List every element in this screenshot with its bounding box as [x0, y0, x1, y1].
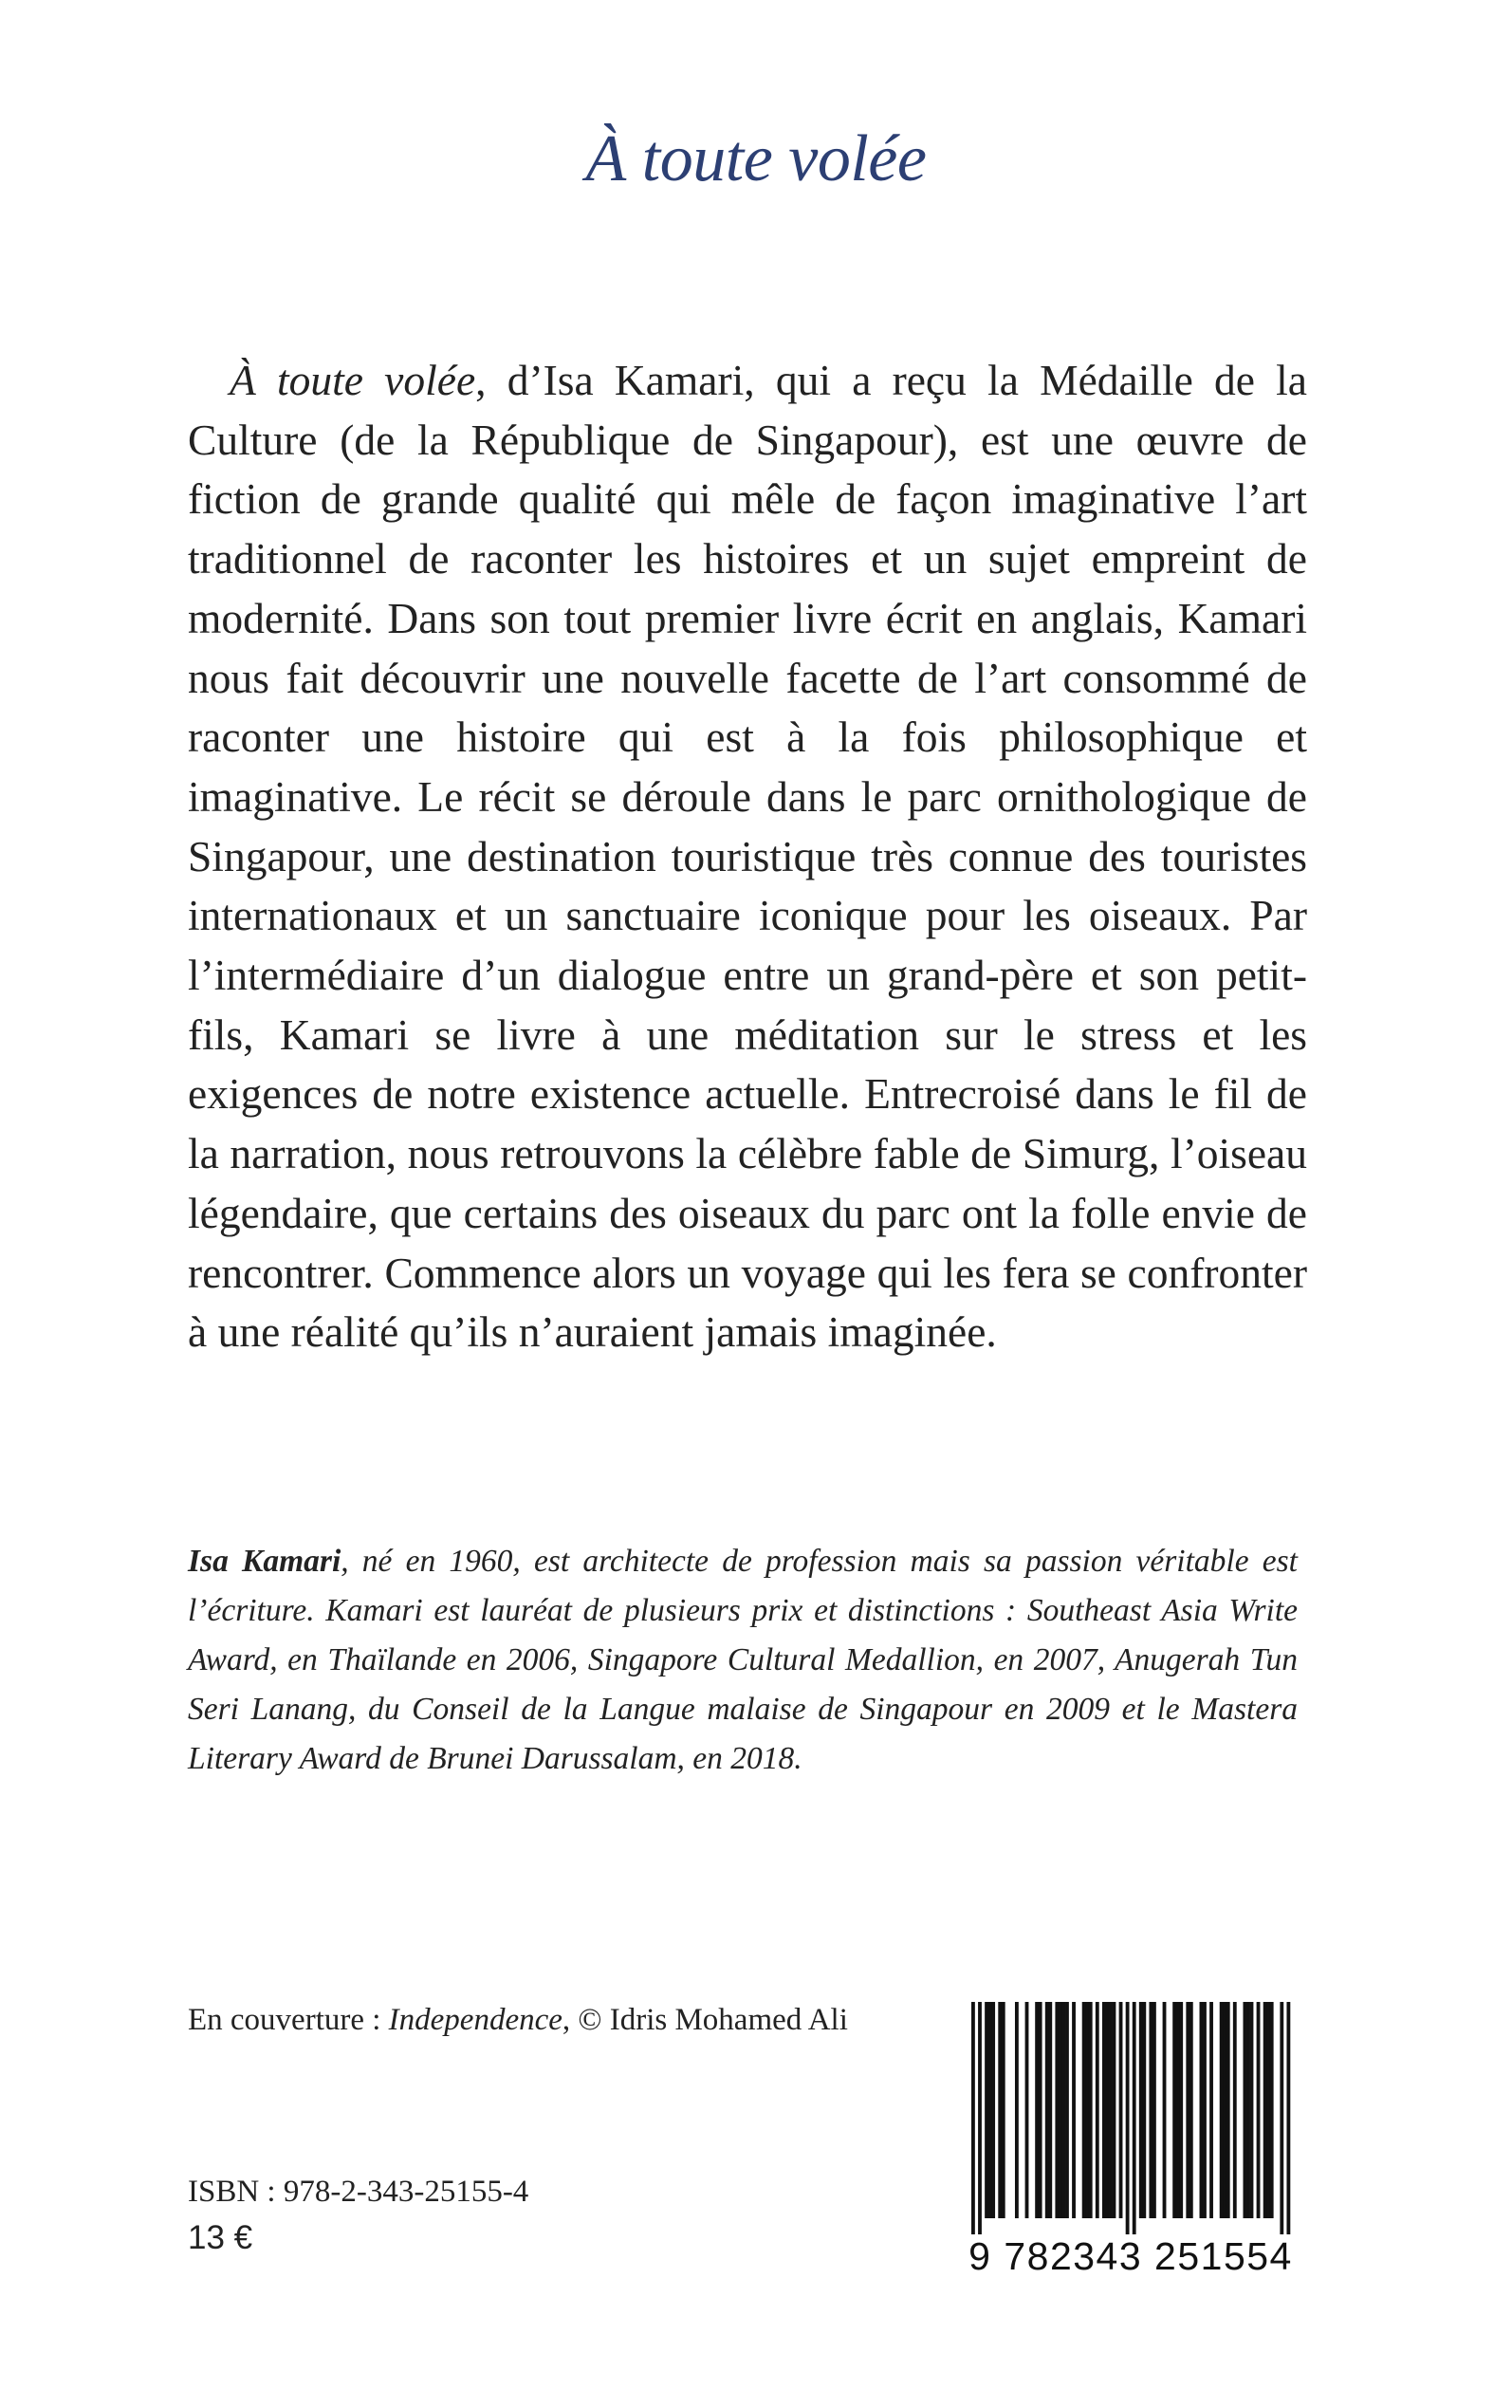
barcode-bar — [1149, 2002, 1152, 2218]
barcode-bar — [1025, 2002, 1029, 2218]
barcode-bar — [1223, 2002, 1226, 2218]
author-bio — [188, 1537, 1298, 1784]
barcode-bar — [1142, 2002, 1146, 2218]
barcode-bar — [1096, 2002, 1099, 2218]
barcode-bar — [1243, 2002, 1246, 2218]
barcode-bar — [978, 2002, 982, 2234]
barcode-bar — [1105, 2002, 1109, 2218]
barcode-bar — [1280, 2002, 1283, 2234]
barcode-bar — [1085, 2002, 1089, 2218]
barcode-bar — [1176, 2002, 1180, 2218]
barcode-bars — [962, 2002, 1300, 2234]
summary-paragraph — [188, 351, 1307, 1362]
barcode-bar — [1002, 2002, 1005, 2218]
barcode-bar — [1263, 2002, 1267, 2218]
barcode-bar — [1226, 2002, 1230, 2218]
barcode-bar — [1082, 2002, 1086, 2218]
barcode-bar — [1189, 2002, 1193, 2218]
cover-credit-suffix: , © Idris Mohamed Ali — [562, 2003, 848, 2037]
barcode-bar — [1179, 2002, 1183, 2218]
barcode-bar — [1163, 2002, 1167, 2218]
barcode-bar — [971, 2002, 975, 2234]
barcode-bar — [1220, 2002, 1224, 2218]
isbn-number: ISBN : 978-2-343-25155-4 — [188, 2175, 529, 2209]
barcode-bar — [1072, 2002, 1076, 2218]
barcode — [962, 2002, 1300, 2277]
cover-credit — [188, 2000, 848, 2040]
author-name: Isa Kamari — [188, 1544, 341, 1579]
barcode-bar — [985, 2002, 988, 2218]
barcode-bar — [1172, 2002, 1176, 2218]
barcode-bar — [1048, 2002, 1052, 2218]
barcode-bar — [1089, 2002, 1093, 2218]
barcode-bar — [1039, 2002, 1042, 2218]
barcode-bar — [998, 2002, 1002, 2218]
barcode-bar — [1126, 2002, 1130, 2234]
barcode-bar — [1270, 2002, 1274, 2218]
book-title: À toute volée — [585, 122, 927, 195]
barcode-bar — [1119, 2002, 1123, 2218]
barcode-bar — [1139, 2002, 1143, 2218]
barcode-bar — [1286, 2002, 1290, 2234]
barcode-bar — [1266, 2002, 1270, 2218]
barcode-bar — [1015, 2002, 1019, 2218]
barcode-bar — [1102, 2002, 1106, 2218]
barcode-bar — [1246, 2002, 1250, 2218]
barcode-bar — [1257, 2002, 1261, 2218]
barcode-bar — [1186, 2002, 1189, 2218]
barcode-bar — [1113, 2002, 1116, 2218]
barcode-bar — [1133, 2002, 1136, 2234]
barcode-bar — [1209, 2002, 1213, 2218]
barcode-bar — [1233, 2002, 1237, 2218]
barcode-bar — [1061, 2002, 1065, 2218]
barcode-bar — [1200, 2002, 1204, 2218]
barcode-bar — [1035, 2002, 1039, 2218]
barcode-bar — [1059, 2002, 1062, 2218]
summary-lead-title: À toute volée — [230, 356, 476, 404]
barcode-bar — [1045, 2002, 1049, 2218]
barcode-bar — [1203, 2002, 1207, 2218]
barcode-bar — [991, 2002, 995, 2218]
cover-artwork-title: Independence — [388, 2003, 562, 2037]
barcode-bar — [1152, 2002, 1156, 2218]
bio-text: , né en 1960, est architecte de profession mais sa passion véritable est l’écriture. Kamari est lauréat de plusieurs prix et distinctions : Southeast Asia Write Award, en Thaïlande en 2006, Singapore Cultural Medallion, en 2007, Anugerah Tun Seri Lanang, du Conseil de la Langue malaise de Singapour en 2009 et le Mastera Literary Award de Brunei Darussalam, en 2018. — [188, 1544, 1298, 1776]
barcode-digits: 9 782343 251554 — [968, 2234, 1293, 2278]
barcode-bar — [1065, 2002, 1069, 2218]
barcode-bar — [1055, 2002, 1059, 2218]
price-label: 13 € — [188, 2219, 253, 2256]
barcode-bar — [1109, 2002, 1113, 2218]
summary-text: , d’Isa Kamari, qui a reçu la Médaille de la Culture (de la République de Singapour), est une œuvre de fiction de grande qualité qui mêle de façon imaginative l’art traditionnel de raconter les histoires et un sujet empreint de modernité. Dans son tout premier livre écrit en anglais, Kamari nous fait découvrir une nouvelle facette de l’art consommé de raconter une histoire qui est à la fois philosophique et imaginative. Le récit se déroule dans le parc ornithologique de Singapour, une destination touristique très connue des touristes internationaux et un sanctuaire iconique pour les oiseaux. Par l’intermédiaire d’un dialogue entre un grand-père et son petit-fils, Kamari se livre à une méditation sur le stress et les exigences de notre existence actuelle. Entrecroisé dans le fil de la narration, nous retrouvons la célèbre fable de Simurg, l’oiseau légendaire, que certains des oiseaux du parc ont la folle envie de rencontrer. Commence alors un voyage qui les fera se confronter à une réalité qu’ils n’auraient jamais imaginée. — [188, 356, 1307, 1357]
cover-credit-prefix: En couverture : — [188, 2003, 389, 2037]
barcode-bar — [988, 2002, 992, 2218]
barcode-bar — [1250, 2002, 1254, 2218]
